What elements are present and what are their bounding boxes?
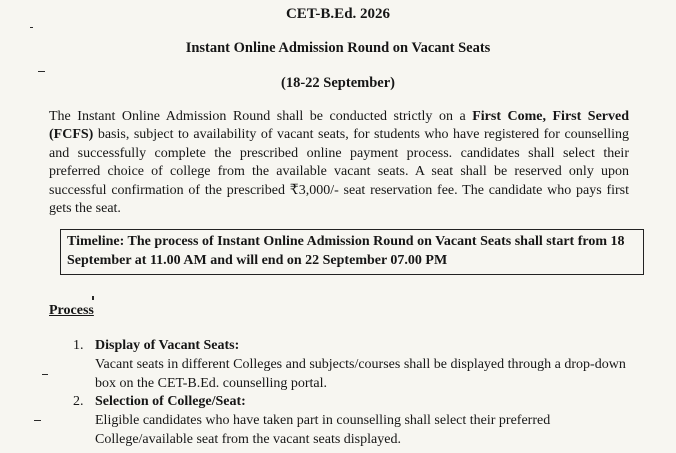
margin-mark: [38, 71, 45, 72]
intro-bold-fcfs: First Come, First Served (FCFS): [49, 109, 630, 143]
document-subtitle: Instant Online Admission Round on Vacant Seats: [185, 40, 491, 56]
intro-text-part1: The Instant Online Admission Round shall be conducted strictly on a: [49, 109, 473, 124]
margin-mark: [42, 374, 48, 375]
intro-text-part2: basis, subject to availability of vacant seats, for students who have registered for counselling and successfully complete the prescribed online payment process. candidates shall select their preferred choice of college from the available vacant seats. A seat shall be reserved only upon successful confirmation of the prescribed ₹3,000/- seat reservation fee. The candidate who pays first gets the seat.: [49, 127, 629, 217]
date-range: (18-22 September): [281, 75, 395, 91]
process-item-text: Eligible candidates who have taken part in counselling shall select their preferred College/available seat from the vacant seats displayed.: [95, 413, 551, 447]
intro-paragraph: [49, 108, 629, 218]
margin-mark: [34, 420, 41, 421]
process-item-title: Display of Vacant Seats:: [95, 338, 240, 353]
process-heading: Process: [49, 303, 94, 318]
timeline-box: [60, 229, 644, 275]
process-item-text: Vacant seats in different Colleges and subjects/courses shall be displayed through a drop-down box on the CET-B.Ed. counselling portal.: [95, 357, 626, 391]
margin-mark: [30, 27, 33, 28]
process-item-number: 2.: [73, 394, 84, 409]
process-item-number: 1.: [73, 338, 84, 353]
margin-mark: [92, 296, 94, 300]
process-item-title: Selection of College/Seat:: [95, 394, 246, 409]
document-title: CET-B.Ed. 2026: [285, 6, 391, 22]
timeline-text: Timeline: The process of Instant Online Admission Round on Vacant Seats shall start from 18 September at 11.00 AM and will end on 22 September 07.00 PM: [67, 234, 625, 268]
